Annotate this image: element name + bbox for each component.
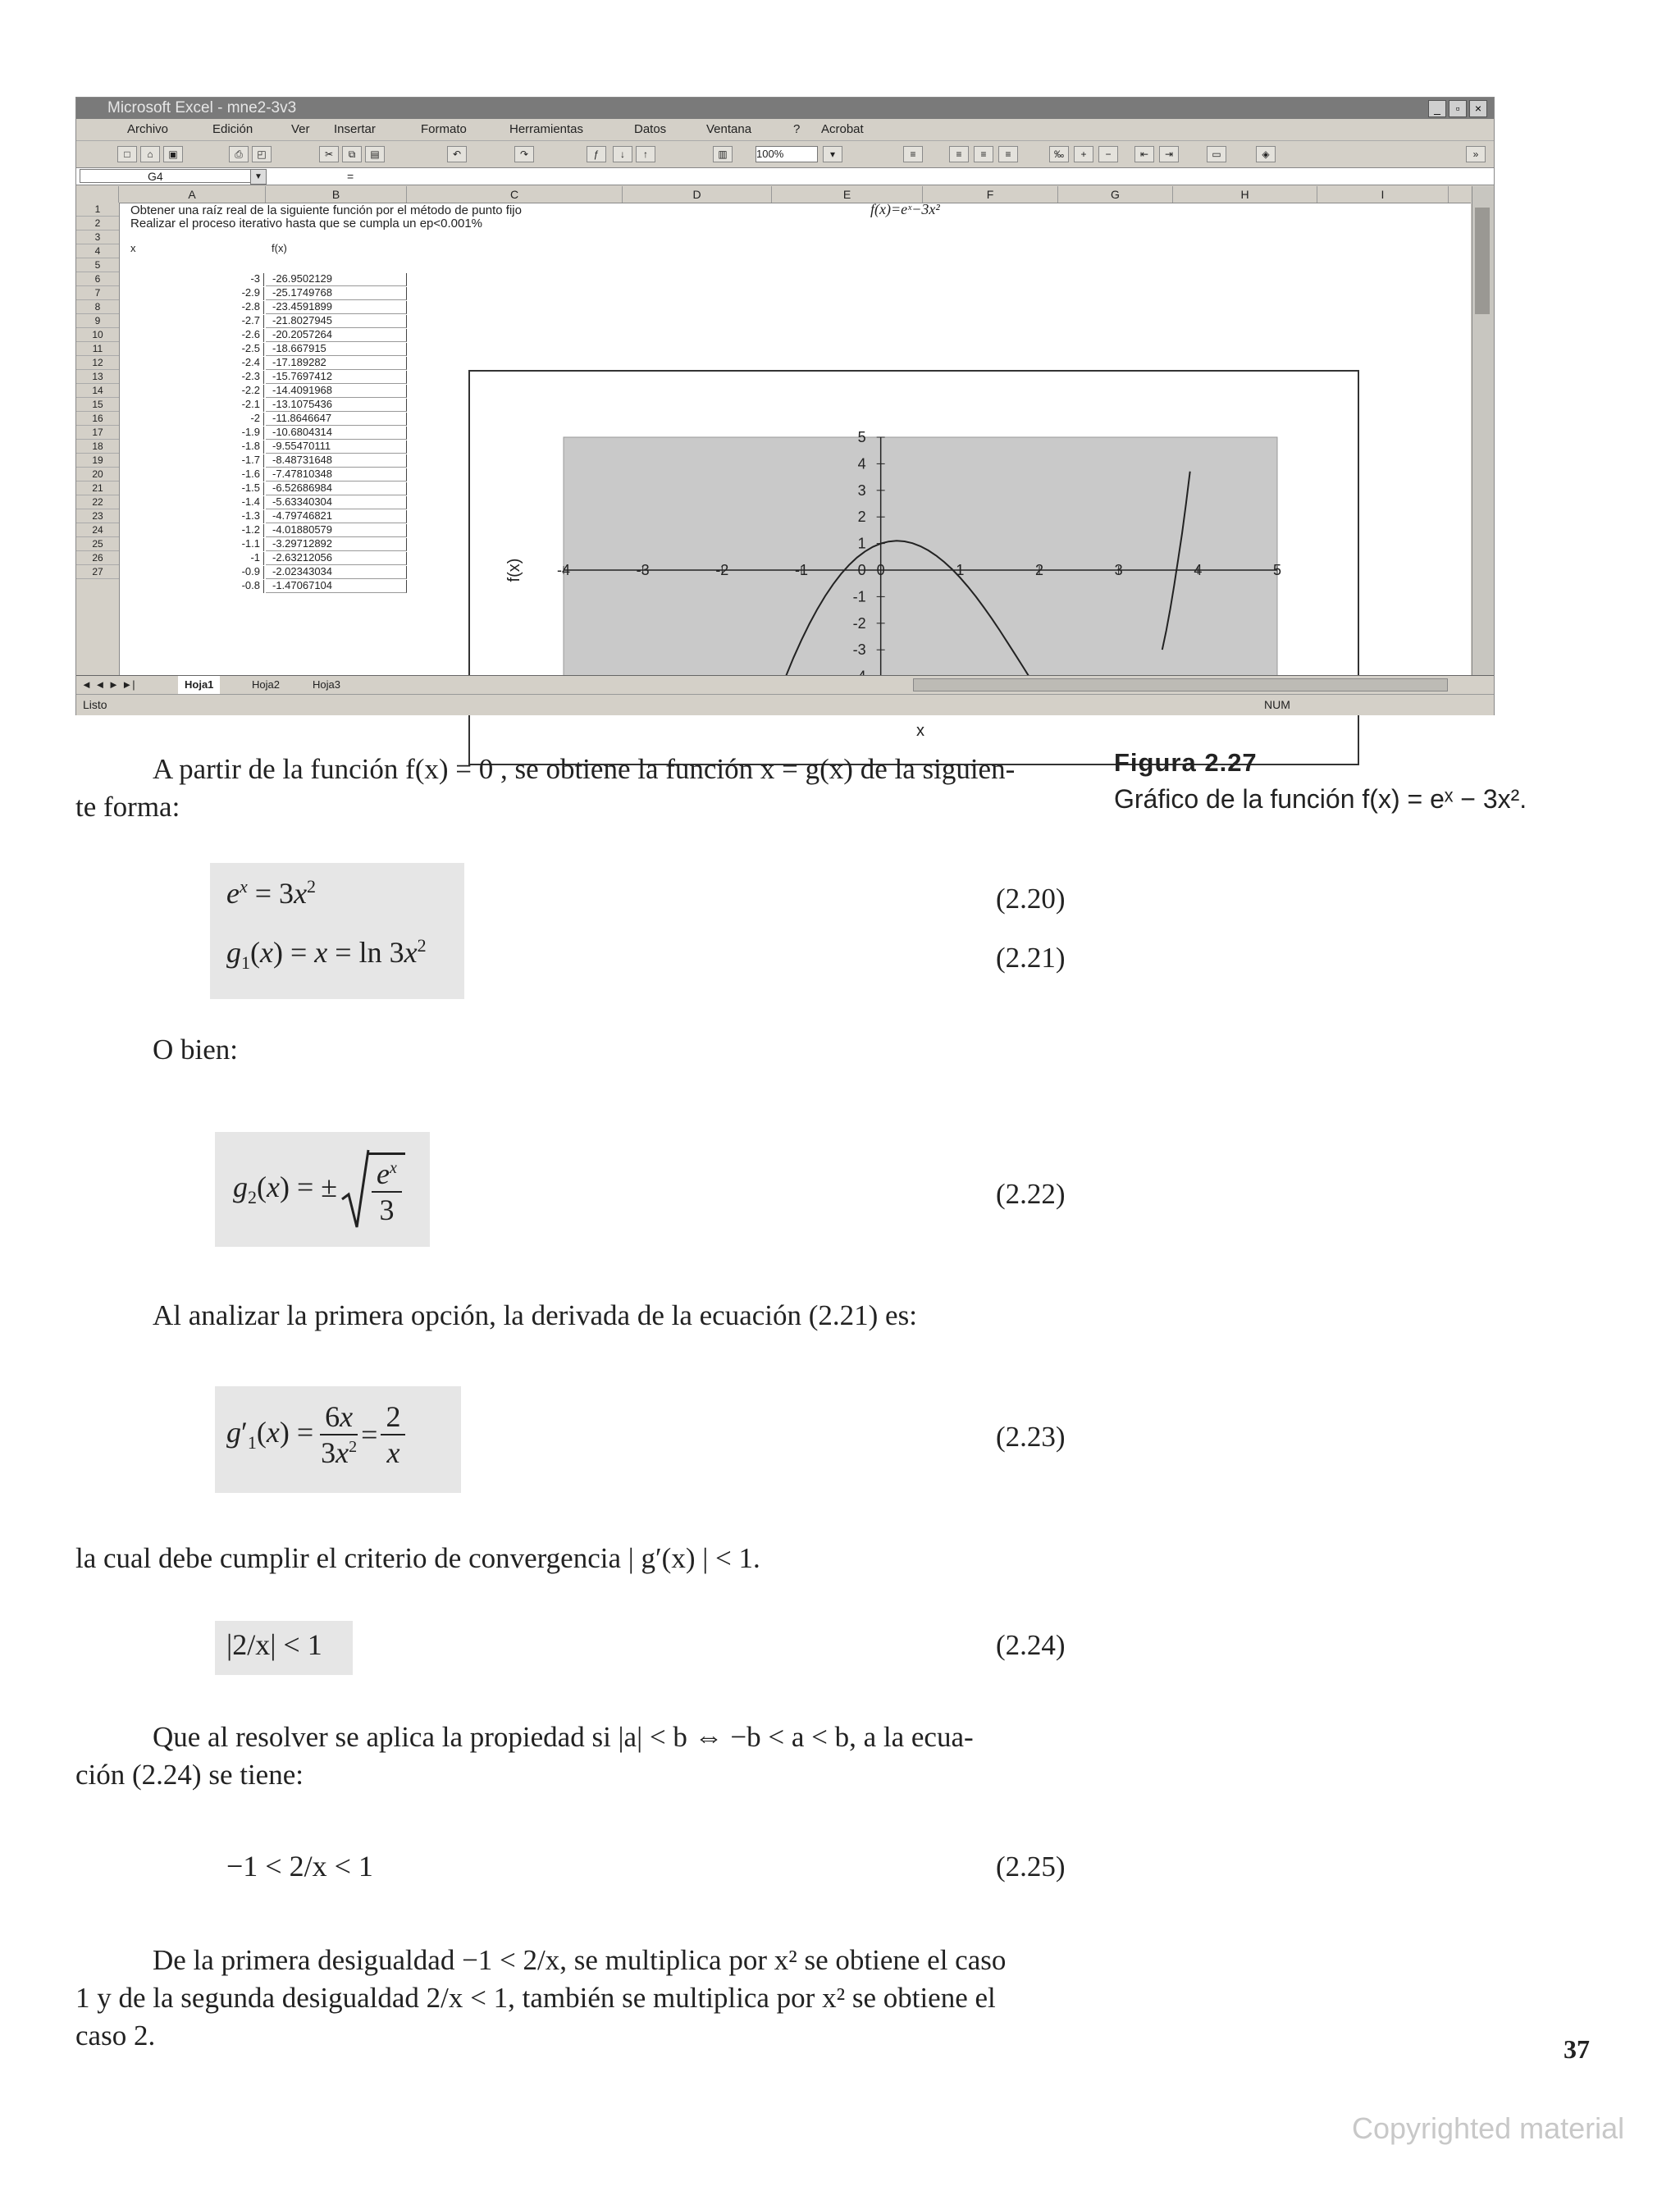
print-icon[interactable]: ⎙ [229,146,249,162]
table-cell-fx[interactable]: -25.1749768 [266,287,407,300]
thousands-icon[interactable]: ‰ [1049,146,1069,162]
align-left-icon[interactable]: ≡ [949,146,969,162]
paragraph-o-bien: O bien: [153,1034,239,1066]
y-tick-label: -2 [852,614,866,632]
indent-icon[interactable]: ⇥ [1159,146,1179,162]
row-header[interactable]: 17 [76,426,119,440]
equation-2-20: $e^x = 3x^2$ [226,876,317,910]
row-header[interactable]: 1 [76,203,119,217]
table-cell-fx[interactable]: -20.2057264 [266,329,407,342]
table-cell-x[interactable]: -0.9 [119,566,264,579]
table-cell-x[interactable]: -2.6 [119,329,264,342]
row-header[interactable]: 4 [76,244,119,258]
save-icon[interactable]: ▣ [163,146,183,162]
x-tick-label: -4 [556,562,571,578]
row-header[interactable]: 16 [76,412,119,426]
copy-icon[interactable]: ⧉ [342,146,362,162]
equation-number: (2.25) [996,1851,1066,1883]
row-header[interactable]: 26 [76,551,119,565]
equation-2-25: −1 < 2/x < 1 [226,1850,373,1883]
table-cell-x[interactable]: -1.9 [119,427,264,440]
table-cell-x[interactable]: -1.7 [119,454,264,468]
figure-label: Figura 2.27 [1114,748,1258,777]
table-cell-x[interactable]: -2.4 [119,357,264,370]
table-cell-fx[interactable]: -14.4091968 [266,385,407,398]
paragraph-de-la-line2: 1 y de la segunda desigualdad 2/x < 1, también se multiplica por x² se obtiene el [75,1982,996,2014]
paragraph-de-la-line1: De la primera desigualdad −1 < 2/x, se multiplica por x² se obtiene el caso [153,1944,1007,1976]
column-header[interactable]: A [119,186,266,203]
table-cell-x[interactable]: -1 [119,552,264,565]
menu-herramientas[interactable]: Herramientas [509,122,584,136]
restore-button[interactable]: ▫ [1449,100,1467,117]
chart-wizard-icon[interactable]: ▥ [713,146,733,162]
formula-bar [76,168,1494,185]
table-cell-fx[interactable]: -1.47067104 [266,580,407,593]
table-cell-x[interactable]: -1.1 [119,538,264,551]
equation-number: (2.23) [996,1421,1066,1453]
menu-ver[interactable]: Ver [291,122,310,136]
cell-formula-label[interactable]: f(x)=eˣ−3x² [870,201,940,217]
table-cell-x[interactable]: -2 [119,413,264,426]
row-header[interactable]: 11 [76,342,119,356]
merge-center-icon[interactable]: ≡ [903,146,923,162]
row-header[interactable]: 23 [76,509,119,523]
borders-icon[interactable]: ▭ [1207,146,1226,162]
decrease-decimal-icon[interactable]: − [1098,146,1118,162]
sort-asc-icon[interactable]: ↓ [613,146,632,162]
menu-datos[interactable]: Datos [634,122,667,136]
column-header[interactable]: H [1173,186,1317,203]
function-icon[interactable]: ƒ [587,146,606,162]
equation-2-21: $g_1(x) = x = \ln 3x^2$ [226,935,427,974]
redo-icon[interactable]: ↷ [514,146,534,162]
x-tick-label: 4 [1194,562,1203,578]
excel-screenshot [75,97,1495,740]
paragraph-la-cual: la cual debe cumplir el criterio de convergencia | g′(x) | < 1. [75,1542,760,1574]
equation-2-22: $g_2(x)$ = ± $\frac{e^x}{3}$ [233,1148,405,1230]
x-tick-label: 5 [1272,562,1282,578]
row-header[interactable]: 2 [76,217,119,230]
zoom-select[interactable]: 100% [756,146,818,162]
table-cell-fx[interactable]: -23.4591899 [266,301,407,314]
cell-row2-text[interactable]: Realizar el proceso iterativo hasta que se cumpla un ep<0.001% [130,217,483,230]
menu-help[interactable]: ? [793,122,801,136]
new-file-icon[interactable]: □ [117,146,137,162]
figure-caption: Gráfico de la función f(x) = eˣ − 3x². [1114,784,1527,814]
column-header[interactable]: E [772,186,923,203]
tab-hoja2[interactable]: Hoja2 [252,678,280,691]
column-header[interactable]: F [923,186,1058,203]
table-cell-fx[interactable]: -18.667915 [266,343,407,356]
y-tick-label: 2 [857,509,866,526]
paragraph-de-la-line3: caso 2. [75,2020,156,2052]
y-tick-label: 0 [857,562,866,578]
status-ready: Listo [83,698,107,711]
column-headers [76,186,1471,203]
row-header[interactable]: 15 [76,398,119,412]
formula-equals: = [347,170,354,183]
row-header[interactable]: 8 [76,300,119,314]
row-header[interactable]: 27 [76,565,119,579]
row-header[interactable]: 18 [76,440,119,454]
increase-decimal-icon[interactable]: + [1074,146,1093,162]
x-tick-label: 2 [1034,562,1044,578]
window-controls [1428,100,1487,117]
equation-number: (2.22) [996,1178,1066,1210]
vertical-scrollbar[interactable] [1472,186,1494,675]
excel-title: Microsoft Excel - mne2-3v3 [107,99,297,116]
row-header[interactable]: 3 [76,230,119,244]
table-cell-x[interactable]: -2.9 [119,287,264,300]
equation-number: (2.21) [996,942,1066,974]
table-cell-x[interactable]: -1.3 [119,510,264,523]
paragraph-intro-line2: te forma: [75,791,180,823]
table-cell-fx[interactable]: -17.189282 [266,357,407,370]
x-tick-label: 3 [1114,562,1123,578]
paragraph-al-analizar: Al analizar la primera opción, la derivada de la ecuación (2.21) es: [153,1299,917,1331]
x-tick-label: 0 [876,562,885,578]
excel-title-bar [76,98,1494,119]
table-cell-x[interactable]: -0.8 [119,580,264,593]
table-cell-fx[interactable]: -15.7697412 [266,371,407,384]
cell-row1-text[interactable]: Obtener una raíz real de la siguiente función por el método de punto fijo [130,203,522,217]
row-header[interactable]: 22 [76,495,119,509]
excel-toolbar [76,140,1494,168]
row-headers [76,203,120,695]
table-cell-fx[interactable]: -26.9502129 [266,273,407,286]
row-header[interactable]: 12 [76,356,119,370]
chevron-down-icon[interactable]: ▾ [823,146,842,162]
table-cell-fx[interactable]: -8.48731648 [266,454,407,468]
status-bar [76,694,1494,715]
y-tick-label: 3 [857,482,866,499]
table-cell-fx[interactable]: -2.02343034 [266,566,407,579]
table-cell-x[interactable]: -1.8 [119,440,264,454]
table-cell-fx[interactable]: -2.63212056 [266,552,407,565]
table-cell-x[interactable]: -2.8 [119,301,264,314]
status-num: NUM [1264,698,1290,711]
tab-navigation-arrows[interactable]: ◄ ◄ ► ►| [81,678,135,691]
y-tick-label: -1 [852,588,866,605]
sheet-tabs-bar [76,675,1494,694]
undo-icon[interactable]: ↶ [447,146,467,162]
row-header[interactable]: 5 [76,258,119,272]
watermark: Copyrighted material [1352,2111,1625,2145]
table-cell-fx[interactable]: -3.29712892 [266,538,407,551]
table-cell-fx[interactable]: -21.8027945 [266,315,407,328]
row-header[interactable]: 24 [76,523,119,537]
table-cell-fx[interactable]: -9.55470111 [266,440,407,454]
select-all-corner[interactable] [76,186,119,203]
row-header[interactable]: 21 [76,482,119,495]
y-tick-label: -3 [852,641,866,659]
row-header[interactable]: 9 [76,314,119,328]
table-cell-fx[interactable]: -6.52686984 [266,482,407,495]
table-cell-fx[interactable]: -7.47810348 [266,468,407,482]
y-tick-label: 4 [857,455,866,472]
name-box-dropdown-icon[interactable]: ▼ [250,169,267,185]
x-tick-label: -2 [715,562,729,578]
table-cell-fx[interactable]: -4.01880579 [266,524,407,537]
horizontal-scrollbar[interactable] [913,678,1448,691]
equation-2-24: |2/x| < 1 [226,1628,322,1661]
equation-2-23: $g'_1(x)$ = $\frac{6x}{3x^2}$ = $\frac{2}{x}$ [226,1399,405,1470]
minimize-button[interactable]: _ [1428,100,1446,117]
menu-ventana[interactable]: Ventana [706,122,752,136]
table-cell-x[interactable]: -1.5 [119,482,264,495]
x-tick-label: 1 [956,562,965,578]
row-header[interactable]: 20 [76,468,119,482]
page-number: 37 [1564,2034,1590,2064]
table-cell-x[interactable]: -1.2 [119,524,264,537]
column-header[interactable]: C [407,186,623,203]
paste-icon[interactable]: ▤ [365,146,385,162]
x-tick-label: -1 [794,562,809,578]
row-header[interactable]: 7 [76,286,119,300]
menu-edicion[interactable]: Edición [212,122,253,136]
fill-color-icon[interactable]: ◈ [1256,146,1276,162]
outdent-icon[interactable]: ⇤ [1134,146,1154,162]
cell-x-header[interactable]: x [130,242,136,254]
menu-formato[interactable]: Formato [421,122,467,136]
menu-acrobat[interactable]: Acrobat [821,122,864,136]
column-header[interactable]: I [1317,186,1449,203]
excel-menu-bar [76,119,1494,140]
column-header[interactable]: D [623,186,772,203]
table-cell-fx[interactable]: -5.63340304 [266,496,407,509]
table-cell-x[interactable]: -3 [119,273,264,286]
toolbar-options-icon[interactable]: » [1466,146,1486,162]
cell-fx-header[interactable]: f(x) [272,242,287,254]
paragraph-que-al-line1: Que al resolver se aplica la propiedad si |a| < b ⇔ −b < a < b, a la ecua- [153,1721,974,1753]
table-cell-x[interactable]: -2.5 [119,343,264,356]
row-header[interactable]: 25 [76,537,119,551]
y-tick-label: 5 [857,429,866,445]
table-cell-fx[interactable]: -4.79746821 [266,510,407,523]
table-cell-x[interactable]: -1.4 [119,496,264,509]
close-button[interactable]: × [1469,100,1487,117]
row-header[interactable]: 19 [76,454,119,468]
table-cell-x[interactable]: -1.6 [119,468,264,482]
table-cell-fx[interactable]: -13.1075436 [266,399,407,412]
sqrt-symbol-icon [340,1148,370,1230]
menu-insertar[interactable]: Insertar [334,122,376,136]
table-cell-fx[interactable]: -10.6804314 [266,427,407,440]
sort-desc-icon[interactable]: ↑ [636,146,655,162]
equation-number: (2.24) [996,1629,1066,1661]
equation-number: (2.20) [996,883,1066,915]
scrollbar-thumb[interactable] [1475,208,1490,314]
row-header[interactable]: 6 [76,272,119,286]
tab-hoja1[interactable]: Hoja1 [178,676,220,694]
y-axis-label: f(x) [505,558,523,582]
column-header[interactable]: G [1058,186,1173,203]
column-header[interactable]: B [266,186,407,203]
paragraph-que-al-line2: ción (2.24) se tiene: [75,1759,304,1791]
name-box[interactable]: G4 [80,169,252,183]
open-folder-icon[interactable]: ⌂ [140,146,160,162]
row-header[interactable]: 13 [76,370,119,384]
table-cell-x[interactable]: -2.2 [119,385,264,398]
table-cell-x[interactable]: -2.1 [119,399,264,412]
menu-archivo[interactable]: Archivo [127,122,169,136]
table-cell-x[interactable]: -2.3 [119,371,264,384]
align-center-icon[interactable]: ≡ [974,146,993,162]
x-tick-label: -3 [636,562,650,578]
tab-hoja3[interactable]: Hoja3 [313,678,340,691]
row-header[interactable]: 14 [76,384,119,398]
table-cell-x[interactable]: -2.7 [119,315,264,328]
row-header[interactable]: 10 [76,328,119,342]
y-tick-label: 1 [857,535,866,552]
paragraph-intro-line1: A partir de la función f(x) = 0 , se obtiene la función x = g(x) de la siguien- [153,753,1016,785]
table-cell-fx[interactable]: -11.8646647 [266,413,407,426]
print-preview-icon[interactable]: ◰ [252,146,272,162]
cut-icon[interactable]: ✂ [319,146,339,162]
x-axis-label: x [916,722,924,740]
align-right-icon[interactable]: ≡ [998,146,1018,162]
